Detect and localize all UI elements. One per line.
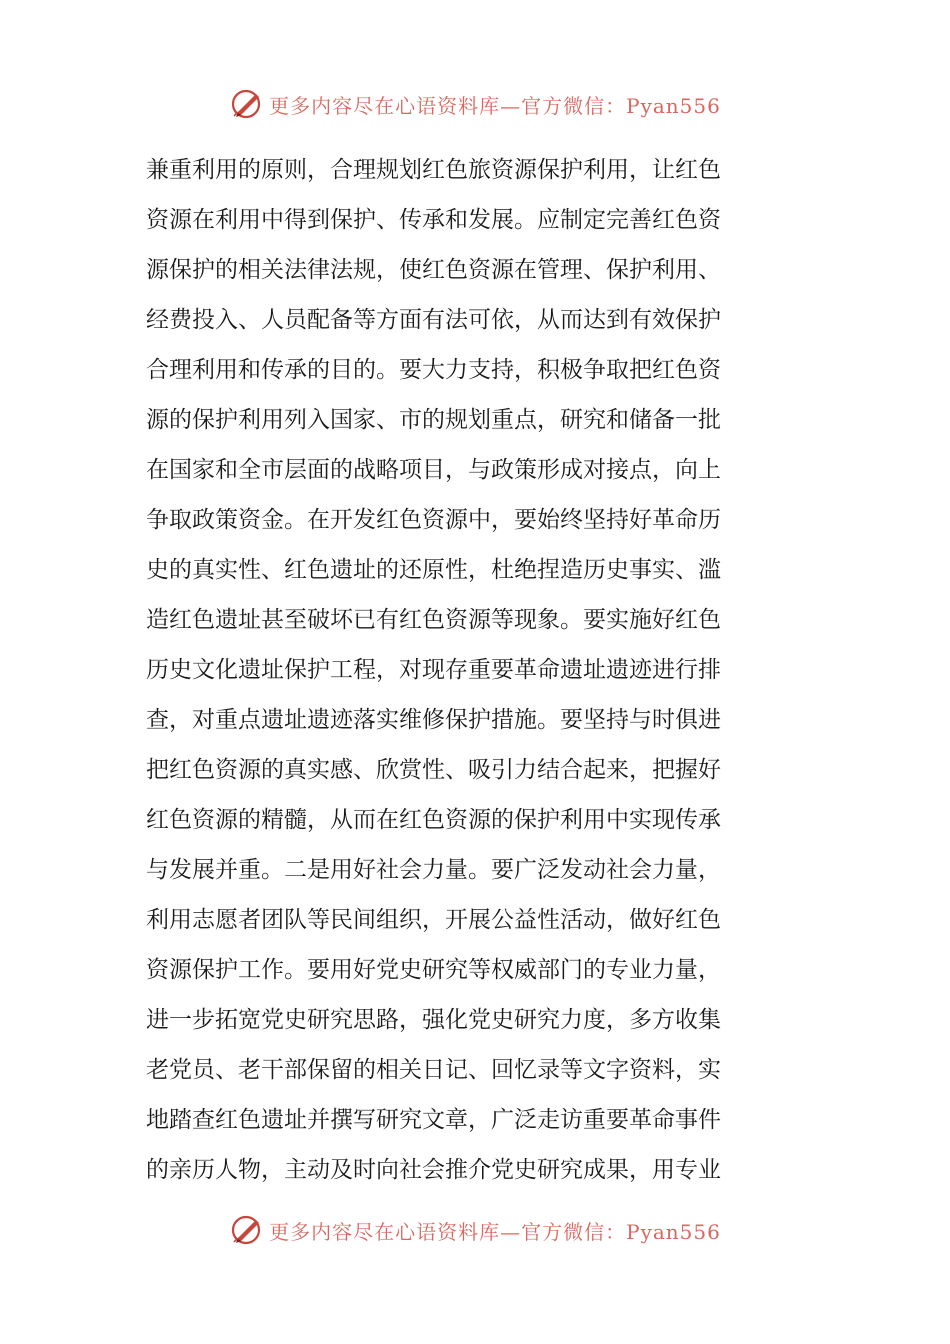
body-line: 进一步拓宽党史研究思路，强化党史研究力度，多方收集 <box>146 1007 721 1033</box>
body-line: 地踏查红色遗址并撰写研究文章，广泛走访重要革命事件 <box>146 1107 721 1133</box>
pen-circle-icon <box>229 1212 265 1248</box>
body-line: 历史文化遗址保护工程，对现存重要革命遗址遗迹进行排 <box>146 657 721 683</box>
body-line: 资源在利用中得到保护、传承和发展。应制定完善红色资 <box>146 207 721 233</box>
body-line: 资源保护工作。要用好党史研究等权威部门的专业力量， <box>146 957 721 983</box>
body-line: 老党员、老干部保留的相关日记、回忆录等文字资料，实 <box>146 1057 721 1083</box>
header-watermark <box>0 84 950 124</box>
body-line: 合理利用和传承的目的。要大力支持，积极争取把红色资 <box>146 357 721 383</box>
footer-watermark <box>0 1210 950 1250</box>
body-line: 史的真实性、红色遗址的还原性，杜绝捏造历史事实、滥 <box>146 557 721 583</box>
body-line: 源保护的相关法律法规，使红色资源在管理、保护利用、 <box>146 257 721 283</box>
body-line: 造红色遗址甚至破坏已有红色资源等现象。要实施好红色 <box>146 607 721 633</box>
header-watermark-text: 更多内容尽在心语资料库—官方微信：Pyan556 <box>269 93 721 118</box>
body-line: 利用志愿者团队等民间组织，开展公益性活动，做好红色 <box>146 907 721 933</box>
body-line: 红色资源的精髓，从而在红色资源的保护利用中实现传承 <box>146 807 721 833</box>
body-line: 的亲历人物，主动及时向社会推介党史研究成果，用专业 <box>146 1157 721 1183</box>
body-line: 争取政策资金。在开发红色资源中，要始终坚持好革命历 <box>146 507 721 533</box>
body-line: 在国家和全市层面的战略项目，与政策形成对接点，向上 <box>146 457 721 483</box>
document-body <box>146 145 818 1195</box>
body-line: 把红色资源的真实感、欣赏性、吸引力结合起来，把握好 <box>146 757 721 783</box>
footer-watermark-text: 更多内容尽在心语资料库—官方微信：Pyan556 <box>269 1219 721 1244</box>
body-line: 与发展并重。二是用好社会力量。要广泛发动社会力量， <box>146 857 721 883</box>
body-line: 查，对重点遗址遗迹落实维修保护措施。要坚持与时俱进 <box>146 707 721 733</box>
pen-circle-icon <box>229 86 265 122</box>
body-line: 经费投入、人员配备等方面有法可依，从而达到有效保护 <box>146 307 721 333</box>
body-line: 兼重利用的原则，合理规划红色旅资源保护利用，让红色 <box>146 157 721 183</box>
body-line: 源的保护利用列入国家、市的规划重点，研究和储备一批 <box>146 407 721 433</box>
